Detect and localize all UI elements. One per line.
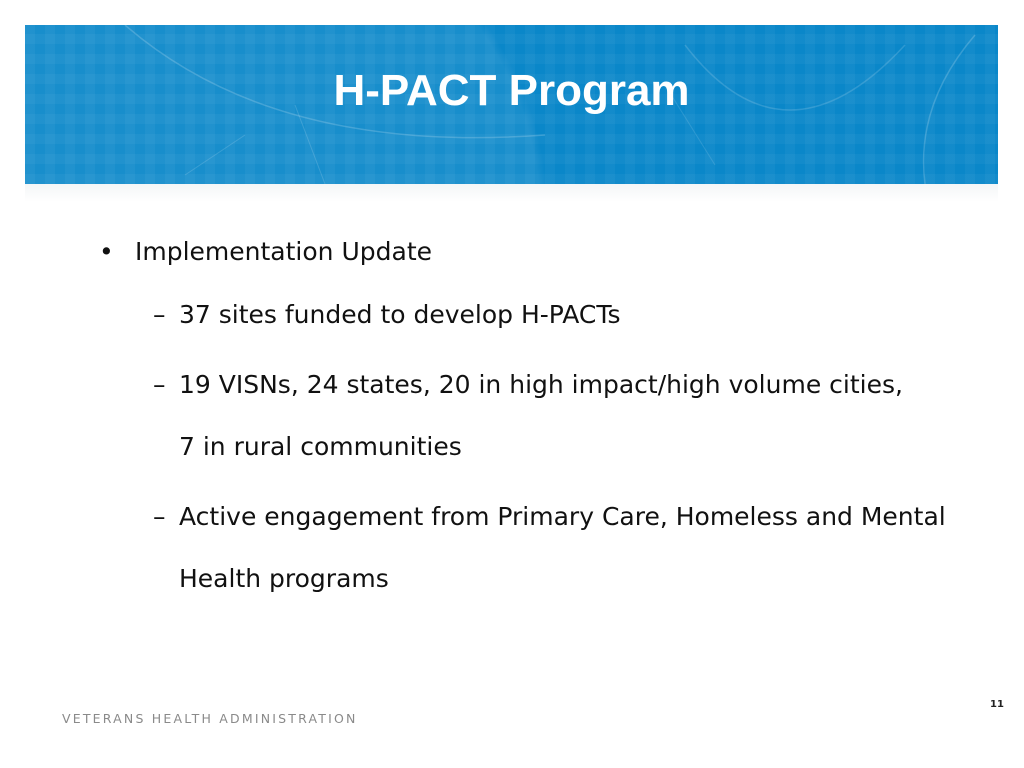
sub-bullet-text: 19 VISNs, 24 states, 20 in high impact/high volume cities, 7 in rural communities	[179, 370, 903, 461]
page-number: 11	[990, 699, 1004, 710]
bullet-icon: •	[99, 237, 114, 266]
sub-bullet-text: Active engagement from Primary Care, Homeless and Mental Health programs	[179, 502, 946, 593]
sub-bullet-text: 37 sites funded to develop H-PACTs	[179, 300, 621, 329]
bullet-item	[95, 230, 955, 274]
bullet-text: Implementation Update	[135, 237, 432, 266]
banner-shadow	[25, 184, 998, 202]
sub-bullet-item	[95, 354, 919, 478]
dash-icon: –	[153, 370, 166, 399]
sub-bullet-item	[95, 284, 955, 346]
dash-icon: –	[153, 300, 166, 329]
title-banner	[25, 25, 998, 184]
dash-icon: –	[153, 502, 166, 531]
slide-title: H-PACT Program	[333, 66, 690, 115]
footer-organization: VETERANS HEALTH ADMINISTRATION	[62, 711, 358, 726]
sub-bullet-item	[95, 486, 949, 610]
slide-body	[95, 230, 955, 610]
